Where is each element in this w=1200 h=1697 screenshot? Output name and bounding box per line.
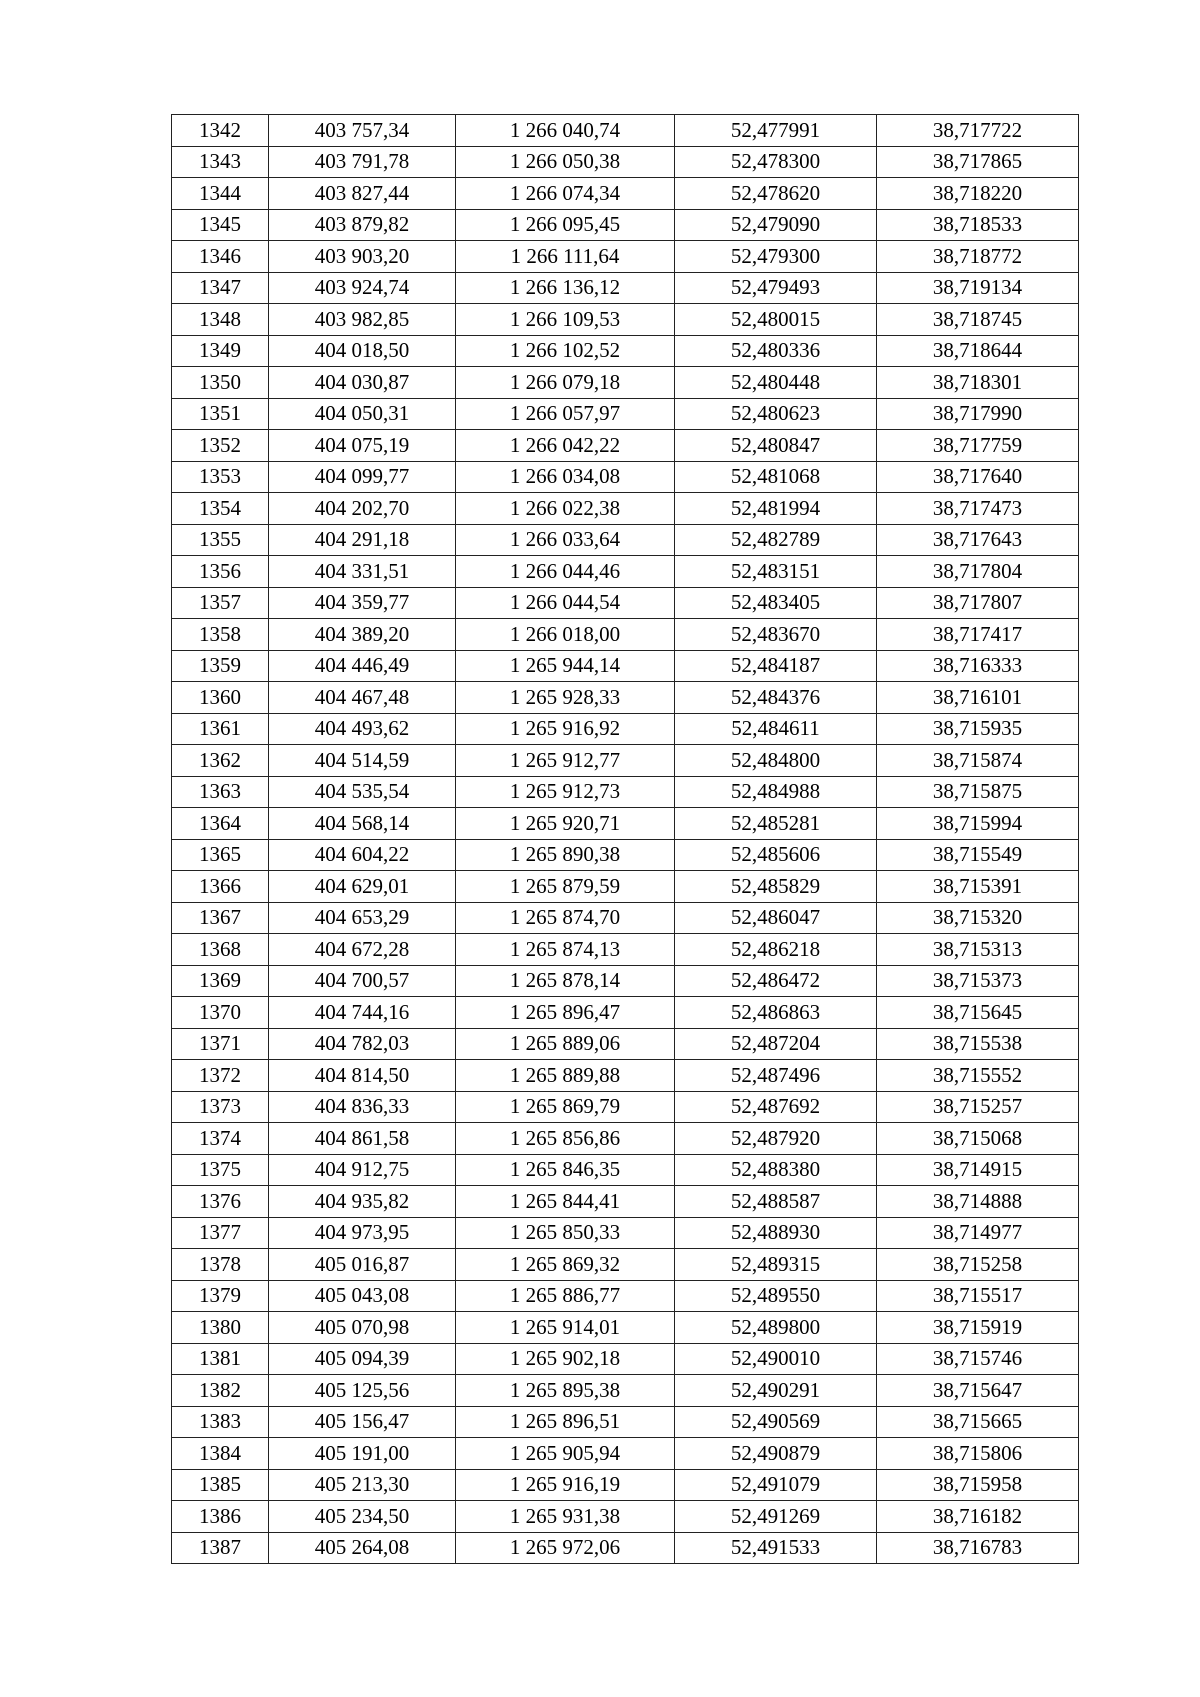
longitude-cell: 38,715746 [877, 1343, 1079, 1375]
table-row [172, 367, 1079, 399]
point-number-cell: 1385 [172, 1469, 269, 1501]
point-number-cell: 1386 [172, 1501, 269, 1533]
latitude-cell: 52,485606 [675, 839, 877, 871]
table-row [172, 146, 1079, 178]
y-coordinate-cell: 1 265 869,32 [456, 1249, 675, 1281]
longitude-cell: 38,717643 [877, 524, 1079, 556]
longitude-cell: 38,715935 [877, 713, 1079, 745]
x-coordinate-cell: 404 700,57 [269, 965, 456, 997]
point-number-cell: 1366 [172, 871, 269, 903]
latitude-cell: 52,486218 [675, 934, 877, 966]
point-number-cell: 1355 [172, 524, 269, 556]
table-row [172, 776, 1079, 808]
table-row [172, 1154, 1079, 1186]
latitude-cell: 52,488930 [675, 1217, 877, 1249]
latitude-cell: 52,486047 [675, 902, 877, 934]
table-row [172, 1501, 1079, 1533]
table-row [172, 430, 1079, 462]
x-coordinate-cell: 404 291,18 [269, 524, 456, 556]
y-coordinate-cell: 1 265 902,18 [456, 1343, 675, 1375]
point-number-cell: 1380 [172, 1312, 269, 1344]
point-number-cell: 1344 [172, 178, 269, 210]
longitude-cell: 38,717804 [877, 556, 1079, 588]
point-number-cell: 1351 [172, 398, 269, 430]
table-row [172, 1091, 1079, 1123]
y-coordinate-cell: 1 266 022,38 [456, 493, 675, 525]
y-coordinate-cell: 1 266 095,45 [456, 209, 675, 241]
point-number-cell: 1353 [172, 461, 269, 493]
table-row [172, 1123, 1079, 1155]
point-number-cell: 1364 [172, 808, 269, 840]
x-coordinate-cell: 404 099,77 [269, 461, 456, 493]
longitude-cell: 38,716182 [877, 1501, 1079, 1533]
latitude-cell: 52,478300 [675, 146, 877, 178]
table-row [172, 965, 1079, 997]
latitude-cell: 52,490010 [675, 1343, 877, 1375]
x-coordinate-cell: 403 982,85 [269, 304, 456, 336]
x-coordinate-cell: 405 094,39 [269, 1343, 456, 1375]
point-number-cell: 1375 [172, 1154, 269, 1186]
table-row [172, 650, 1079, 682]
x-coordinate-cell: 404 814,50 [269, 1060, 456, 1092]
latitude-cell: 52,489315 [675, 1249, 877, 1281]
x-coordinate-cell: 404 973,95 [269, 1217, 456, 1249]
x-coordinate-cell: 404 493,62 [269, 713, 456, 745]
latitude-cell: 52,483405 [675, 587, 877, 619]
point-number-cell: 1368 [172, 934, 269, 966]
table-row [172, 241, 1079, 273]
coordinates-table [171, 114, 1079, 1564]
point-number-cell: 1377 [172, 1217, 269, 1249]
latitude-cell: 52,481068 [675, 461, 877, 493]
y-coordinate-cell: 1 266 034,08 [456, 461, 675, 493]
latitude-cell: 52,482789 [675, 524, 877, 556]
y-coordinate-cell: 1 266 057,97 [456, 398, 675, 430]
point-number-cell: 1370 [172, 997, 269, 1029]
table-row [172, 587, 1079, 619]
y-coordinate-cell: 1 265 874,13 [456, 934, 675, 966]
longitude-cell: 38,715373 [877, 965, 1079, 997]
y-coordinate-cell: 1 265 916,92 [456, 713, 675, 745]
latitude-cell: 52,481994 [675, 493, 877, 525]
table-row [172, 1406, 1079, 1438]
latitude-cell: 52,480623 [675, 398, 877, 430]
point-number-cell: 1360 [172, 682, 269, 714]
point-number-cell: 1350 [172, 367, 269, 399]
longitude-cell: 38,715517 [877, 1280, 1079, 1312]
latitude-cell: 52,480847 [675, 430, 877, 462]
point-number-cell: 1378 [172, 1249, 269, 1281]
x-coordinate-cell: 403 827,44 [269, 178, 456, 210]
point-number-cell: 1371 [172, 1028, 269, 1060]
table-row [172, 178, 1079, 210]
x-coordinate-cell: 404 331,51 [269, 556, 456, 588]
x-coordinate-cell: 404 782,03 [269, 1028, 456, 1060]
y-coordinate-cell: 1 265 914,01 [456, 1312, 675, 1344]
latitude-cell: 52,485829 [675, 871, 877, 903]
x-coordinate-cell: 403 903,20 [269, 241, 456, 273]
x-coordinate-cell: 405 191,00 [269, 1438, 456, 1470]
table-row [172, 745, 1079, 777]
y-coordinate-cell: 1 265 895,38 [456, 1375, 675, 1407]
longitude-cell: 38,718301 [877, 367, 1079, 399]
point-number-cell: 1387 [172, 1532, 269, 1564]
x-coordinate-cell: 405 016,87 [269, 1249, 456, 1281]
point-number-cell: 1352 [172, 430, 269, 462]
y-coordinate-cell: 1 265 844,41 [456, 1186, 675, 1218]
y-coordinate-cell: 1 266 109,53 [456, 304, 675, 336]
point-number-cell: 1383 [172, 1406, 269, 1438]
x-coordinate-cell: 405 043,08 [269, 1280, 456, 1312]
y-coordinate-cell: 1 265 846,35 [456, 1154, 675, 1186]
table-row [172, 934, 1079, 966]
x-coordinate-cell: 404 535,54 [269, 776, 456, 808]
table-row [172, 1028, 1079, 1060]
table-row [172, 272, 1079, 304]
longitude-cell: 38,718745 [877, 304, 1079, 336]
latitude-cell: 52,487204 [675, 1028, 877, 1060]
y-coordinate-cell: 1 265 905,94 [456, 1438, 675, 1470]
table-row [172, 839, 1079, 871]
y-coordinate-cell: 1 266 042,22 [456, 430, 675, 462]
latitude-cell: 52,486863 [675, 997, 877, 1029]
x-coordinate-cell: 404 744,16 [269, 997, 456, 1029]
x-coordinate-cell: 404 202,70 [269, 493, 456, 525]
latitude-cell: 52,485281 [675, 808, 877, 840]
longitude-cell: 38,715665 [877, 1406, 1079, 1438]
point-number-cell: 1349 [172, 335, 269, 367]
x-coordinate-cell: 404 912,75 [269, 1154, 456, 1186]
table-row [172, 1438, 1079, 1470]
y-coordinate-cell: 1 266 044,46 [456, 556, 675, 588]
y-coordinate-cell: 1 265 912,73 [456, 776, 675, 808]
x-coordinate-cell: 403 924,74 [269, 272, 456, 304]
point-number-cell: 1354 [172, 493, 269, 525]
point-number-cell: 1367 [172, 902, 269, 934]
point-number-cell: 1347 [172, 272, 269, 304]
y-coordinate-cell: 1 266 111,64 [456, 241, 675, 273]
longitude-cell: 38,719134 [877, 272, 1079, 304]
y-coordinate-cell: 1 266 079,18 [456, 367, 675, 399]
table-row [172, 304, 1079, 336]
longitude-cell: 38,714977 [877, 1217, 1079, 1249]
table-row [172, 902, 1079, 934]
table-row [172, 335, 1079, 367]
longitude-cell: 38,717722 [877, 115, 1079, 147]
table-row [172, 1280, 1079, 1312]
longitude-cell: 38,714888 [877, 1186, 1079, 1218]
y-coordinate-cell: 1 265 889,88 [456, 1060, 675, 1092]
latitude-cell: 52,491533 [675, 1532, 877, 1564]
table-row [172, 619, 1079, 651]
y-coordinate-cell: 1 265 916,19 [456, 1469, 675, 1501]
latitude-cell: 52,479300 [675, 241, 877, 273]
longitude-cell: 38,717759 [877, 430, 1079, 462]
y-coordinate-cell: 1 265 890,38 [456, 839, 675, 871]
coordinates-table-body [172, 115, 1079, 1564]
latitude-cell: 52,479493 [675, 272, 877, 304]
y-coordinate-cell: 1 265 912,77 [456, 745, 675, 777]
x-coordinate-cell: 403 757,34 [269, 115, 456, 147]
point-number-cell: 1379 [172, 1280, 269, 1312]
longitude-cell: 38,715391 [877, 871, 1079, 903]
latitude-cell: 52,484187 [675, 650, 877, 682]
table-row [172, 1532, 1079, 1564]
y-coordinate-cell: 1 266 050,38 [456, 146, 675, 178]
x-coordinate-cell: 404 467,48 [269, 682, 456, 714]
table-row [172, 1186, 1079, 1218]
x-coordinate-cell: 404 018,50 [269, 335, 456, 367]
point-number-cell: 1357 [172, 587, 269, 619]
point-number-cell: 1342 [172, 115, 269, 147]
longitude-cell: 38,715538 [877, 1028, 1079, 1060]
latitude-cell: 52,489550 [675, 1280, 877, 1312]
latitude-cell: 52,484988 [675, 776, 877, 808]
latitude-cell: 52,486472 [675, 965, 877, 997]
longitude-cell: 38,715958 [877, 1469, 1079, 1501]
latitude-cell: 52,480015 [675, 304, 877, 336]
longitude-cell: 38,715994 [877, 808, 1079, 840]
longitude-cell: 38,715645 [877, 997, 1079, 1029]
y-coordinate-cell: 1 265 896,47 [456, 997, 675, 1029]
table-row [172, 713, 1079, 745]
latitude-cell: 52,483670 [675, 619, 877, 651]
x-coordinate-cell: 405 156,47 [269, 1406, 456, 1438]
table-row [172, 398, 1079, 430]
point-number-cell: 1363 [172, 776, 269, 808]
table-row [172, 808, 1079, 840]
table-row [172, 209, 1079, 241]
latitude-cell: 52,477991 [675, 115, 877, 147]
latitude-cell: 52,484800 [675, 745, 877, 777]
longitude-cell: 38,715875 [877, 776, 1079, 808]
longitude-cell: 38,715806 [877, 1438, 1079, 1470]
x-coordinate-cell: 404 653,29 [269, 902, 456, 934]
x-coordinate-cell: 403 879,82 [269, 209, 456, 241]
y-coordinate-cell: 1 266 040,74 [456, 115, 675, 147]
y-coordinate-cell: 1 265 856,86 [456, 1123, 675, 1155]
latitude-cell: 52,490879 [675, 1438, 877, 1470]
y-coordinate-cell: 1 265 972,06 [456, 1532, 675, 1564]
longitude-cell: 38,717473 [877, 493, 1079, 525]
y-coordinate-cell: 1 265 931,38 [456, 1501, 675, 1533]
y-coordinate-cell: 1 265 928,33 [456, 682, 675, 714]
x-coordinate-cell: 404 935,82 [269, 1186, 456, 1218]
y-coordinate-cell: 1 265 874,70 [456, 902, 675, 934]
table-row [172, 1217, 1079, 1249]
y-coordinate-cell: 1 266 033,64 [456, 524, 675, 556]
table-row [172, 1249, 1079, 1281]
latitude-cell: 52,491079 [675, 1469, 877, 1501]
point-number-cell: 1356 [172, 556, 269, 588]
longitude-cell: 38,715258 [877, 1249, 1079, 1281]
x-coordinate-cell: 404 446,49 [269, 650, 456, 682]
y-coordinate-cell: 1 266 074,34 [456, 178, 675, 210]
y-coordinate-cell: 1 265 886,77 [456, 1280, 675, 1312]
table-row [172, 1469, 1079, 1501]
latitude-cell: 52,479090 [675, 209, 877, 241]
x-coordinate-cell: 404 861,58 [269, 1123, 456, 1155]
point-number-cell: 1362 [172, 745, 269, 777]
point-number-cell: 1359 [172, 650, 269, 682]
longitude-cell: 38,716783 [877, 1532, 1079, 1564]
latitude-cell: 52,487496 [675, 1060, 877, 1092]
longitude-cell: 38,714915 [877, 1154, 1079, 1186]
y-coordinate-cell: 1 265 944,14 [456, 650, 675, 682]
x-coordinate-cell: 403 791,78 [269, 146, 456, 178]
longitude-cell: 38,716333 [877, 650, 1079, 682]
longitude-cell: 38,717807 [877, 587, 1079, 619]
longitude-cell: 38,715919 [877, 1312, 1079, 1344]
x-coordinate-cell: 405 125,56 [269, 1375, 456, 1407]
x-coordinate-cell: 404 514,59 [269, 745, 456, 777]
latitude-cell: 52,490569 [675, 1406, 877, 1438]
point-number-cell: 1372 [172, 1060, 269, 1092]
point-number-cell: 1343 [172, 146, 269, 178]
longitude-cell: 38,715257 [877, 1091, 1079, 1123]
y-coordinate-cell: 1 265 889,06 [456, 1028, 675, 1060]
x-coordinate-cell: 405 213,30 [269, 1469, 456, 1501]
point-number-cell: 1376 [172, 1186, 269, 1218]
latitude-cell: 52,487920 [675, 1123, 877, 1155]
point-number-cell: 1365 [172, 839, 269, 871]
longitude-cell: 38,715874 [877, 745, 1079, 777]
point-number-cell: 1374 [172, 1123, 269, 1155]
y-coordinate-cell: 1 265 869,79 [456, 1091, 675, 1123]
longitude-cell: 38,715320 [877, 902, 1079, 934]
latitude-cell: 52,489800 [675, 1312, 877, 1344]
latitude-cell: 52,488380 [675, 1154, 877, 1186]
longitude-cell: 38,717990 [877, 398, 1079, 430]
table-row [172, 997, 1079, 1029]
longitude-cell: 38,715549 [877, 839, 1079, 871]
point-number-cell: 1382 [172, 1375, 269, 1407]
y-coordinate-cell: 1 266 044,54 [456, 587, 675, 619]
point-number-cell: 1345 [172, 209, 269, 241]
table-row [172, 1060, 1079, 1092]
x-coordinate-cell: 404 359,77 [269, 587, 456, 619]
latitude-cell: 52,491269 [675, 1501, 877, 1533]
longitude-cell: 38,715647 [877, 1375, 1079, 1407]
longitude-cell: 38,716101 [877, 682, 1079, 714]
x-coordinate-cell: 404 604,22 [269, 839, 456, 871]
longitude-cell: 38,715313 [877, 934, 1079, 966]
x-coordinate-cell: 404 568,14 [269, 808, 456, 840]
y-coordinate-cell: 1 266 102,52 [456, 335, 675, 367]
longitude-cell: 38,718220 [877, 178, 1079, 210]
table-row [172, 682, 1079, 714]
latitude-cell: 52,488587 [675, 1186, 877, 1218]
point-number-cell: 1361 [172, 713, 269, 745]
table-row [172, 493, 1079, 525]
x-coordinate-cell: 405 070,98 [269, 1312, 456, 1344]
point-number-cell: 1358 [172, 619, 269, 651]
y-coordinate-cell: 1 265 850,33 [456, 1217, 675, 1249]
latitude-cell: 52,483151 [675, 556, 877, 588]
x-coordinate-cell: 404 030,87 [269, 367, 456, 399]
table-row [172, 1343, 1079, 1375]
y-coordinate-cell: 1 265 896,51 [456, 1406, 675, 1438]
table-row [172, 115, 1079, 147]
point-number-cell: 1346 [172, 241, 269, 273]
longitude-cell: 38,717640 [877, 461, 1079, 493]
x-coordinate-cell: 404 836,33 [269, 1091, 456, 1123]
y-coordinate-cell: 1 265 878,14 [456, 965, 675, 997]
latitude-cell: 52,478620 [675, 178, 877, 210]
point-number-cell: 1369 [172, 965, 269, 997]
latitude-cell: 52,484376 [675, 682, 877, 714]
point-number-cell: 1384 [172, 1438, 269, 1470]
longitude-cell: 38,718644 [877, 335, 1079, 367]
table-row [172, 556, 1079, 588]
point-number-cell: 1381 [172, 1343, 269, 1375]
longitude-cell: 38,717417 [877, 619, 1079, 651]
table-row [172, 1375, 1079, 1407]
longitude-cell: 38,718533 [877, 209, 1079, 241]
latitude-cell: 52,490291 [675, 1375, 877, 1407]
point-number-cell: 1348 [172, 304, 269, 336]
y-coordinate-cell: 1 266 018,00 [456, 619, 675, 651]
latitude-cell: 52,480336 [675, 335, 877, 367]
y-coordinate-cell: 1 265 879,59 [456, 871, 675, 903]
longitude-cell: 38,718772 [877, 241, 1079, 273]
x-coordinate-cell: 404 050,31 [269, 398, 456, 430]
x-coordinate-cell: 404 672,28 [269, 934, 456, 966]
latitude-cell: 52,480448 [675, 367, 877, 399]
table-row [172, 461, 1079, 493]
table-row [172, 524, 1079, 556]
y-coordinate-cell: 1 265 920,71 [456, 808, 675, 840]
y-coordinate-cell: 1 266 136,12 [456, 272, 675, 304]
longitude-cell: 38,715552 [877, 1060, 1079, 1092]
longitude-cell: 38,717865 [877, 146, 1079, 178]
table-row [172, 871, 1079, 903]
x-coordinate-cell: 404 075,19 [269, 430, 456, 462]
longitude-cell: 38,715068 [877, 1123, 1079, 1155]
x-coordinate-cell: 405 234,50 [269, 1501, 456, 1533]
x-coordinate-cell: 405 264,08 [269, 1532, 456, 1564]
table-row [172, 1312, 1079, 1344]
x-coordinate-cell: 404 389,20 [269, 619, 456, 651]
point-number-cell: 1373 [172, 1091, 269, 1123]
latitude-cell: 52,487692 [675, 1091, 877, 1123]
latitude-cell: 52,484611 [675, 713, 877, 745]
x-coordinate-cell: 404 629,01 [269, 871, 456, 903]
